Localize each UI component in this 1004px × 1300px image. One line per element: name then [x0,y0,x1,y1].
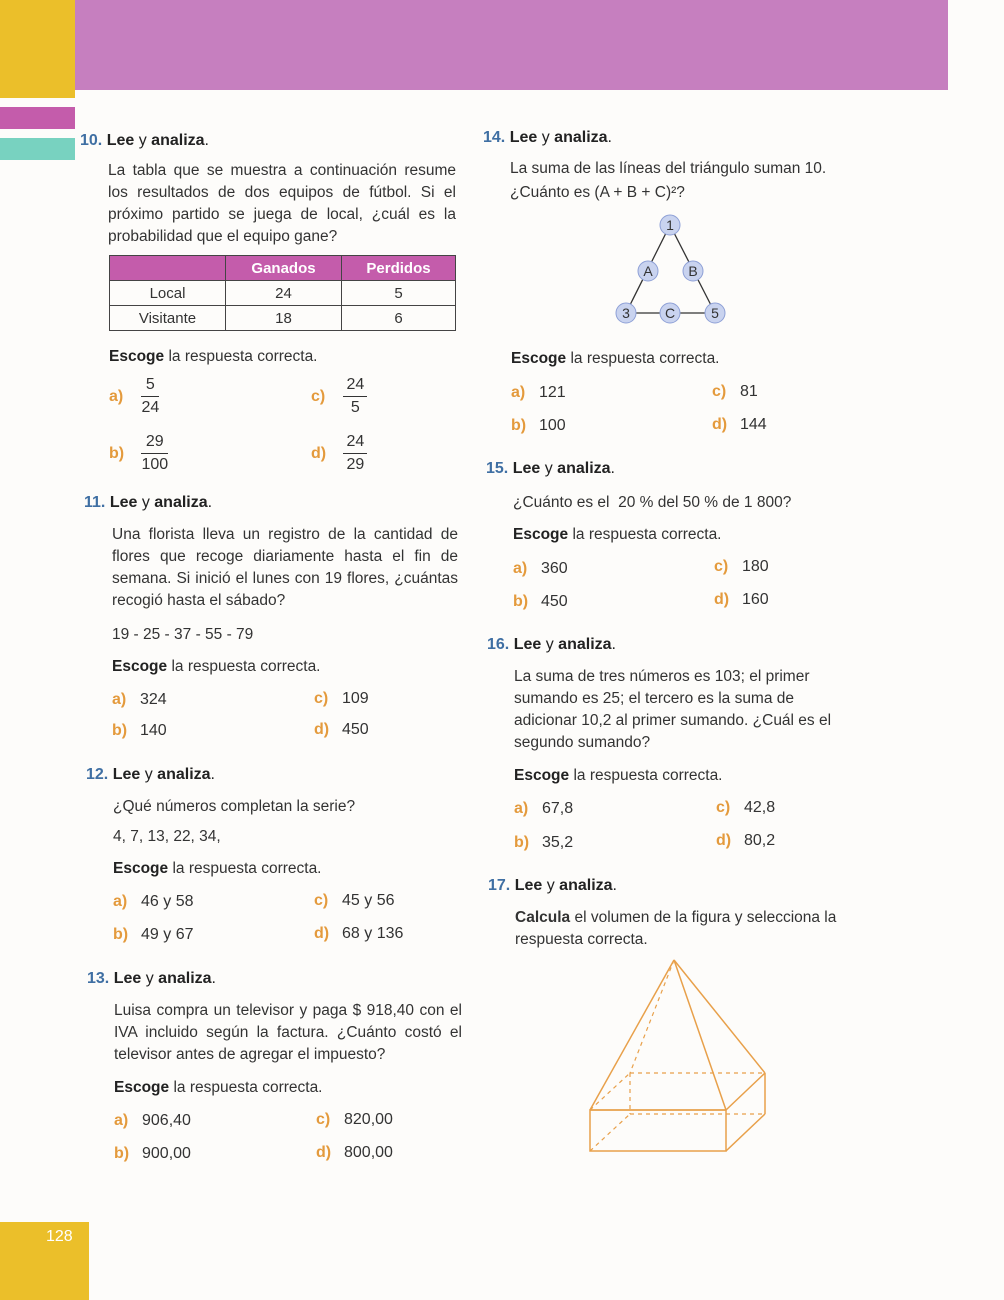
option-letter: a) [113,893,128,910]
q13-instruction [114,1079,323,1097]
q14-instruction [511,350,720,368]
q16-option-c[interactable] [716,799,775,817]
q12-heading [86,766,215,784]
option-letter: d) [314,721,330,738]
q12-y: y [140,766,158,783]
q15-instruction-rest: la respuesta correcta. [568,526,722,543]
q10-instruction-rest: la respuesta correcta. [164,348,318,365]
q13-option-a[interactable] [114,1112,191,1130]
q16-y: y [541,636,559,653]
option-letter: b) [113,926,129,943]
node-label-bottom-left: 3 [622,305,630,321]
node-label-a: A [643,263,653,279]
q15-question: ¿Cuánto es el 20 % del 50 % de 1 800? [513,494,792,511]
side-tab-pink [0,107,75,129]
q14-text-2: ¿Cuánto es (A + B + C)²? [510,184,685,201]
bottom-right-edge [726,1114,765,1151]
q17-dot: . [612,877,617,894]
option-letter: b) [112,722,128,739]
option-value: 100 [539,417,566,434]
q13-option-d[interactable] [316,1144,393,1162]
option-value: 180 [742,558,769,575]
q12-option-b[interactable] [113,926,193,944]
q14-lee: Lee [509,129,538,146]
q13-heading [87,970,216,988]
q14-y: y [537,129,555,146]
q16-instruction [514,767,723,785]
denominator: 5 [350,399,360,416]
q14-option-d[interactable] [712,416,767,434]
option-value: 67,8 [542,800,574,817]
table-cell: 18 [226,306,342,331]
q11-instruction-rest: la respuesta correcta. [167,658,321,675]
option-letter: d) [714,591,730,608]
q10-option-d[interactable] [311,433,367,474]
top-right-edge [726,1073,765,1110]
node-label-bottom-right: 5 [711,305,719,321]
q14-number: 14. [483,129,506,146]
q13-dot: . [211,970,216,987]
q16-text: La suma de tres números es 103; el primer sumando es 25; el tercero es la suma de adicionar 10,2 al primer sumando. ¿Cuál es el segundo sumando? [514,668,832,751]
q11-number: 11. [84,494,106,511]
q12-option-c[interactable] [314,892,394,910]
q14-text-1: La suma de las líneas del triángulo suman 10. [510,160,827,177]
node-label-b: B [688,263,698,279]
q16-number: 16. [487,636,510,653]
q10-option-c[interactable] [311,376,367,417]
bottom-left-edge [590,1114,630,1151]
fraction [343,376,367,417]
q10-lee: Lee [106,132,135,149]
option-letter: a) [511,384,526,401]
option-value: 42,8 [744,799,776,816]
table-header-row [110,256,456,281]
option-value: 160 [742,591,769,608]
q17-heading [488,877,617,895]
table-cell: Local [110,281,226,306]
q15-option-a[interactable] [513,560,568,578]
q15-option-c[interactable] [714,558,769,576]
q16-dot: . [611,636,616,653]
pyramid-prism-figure [580,955,780,1160]
table-header-ganados: Ganados [226,256,342,281]
q11-series: 19 - 25 - 37 - 55 - 79 [112,626,254,643]
fraction [141,433,168,474]
q12-series: 4, 7, 13, 22, 34, [113,828,221,845]
q10-instruction [109,348,318,366]
fraction [141,376,159,417]
option-value: 820,00 [344,1111,393,1128]
q10-heading [80,132,209,150]
q13-option-b[interactable] [114,1145,191,1163]
apex-edge-front-left [590,960,674,1110]
q12-instruction-rest: la respuesta correcta. [168,860,322,877]
q17-text-rest: el volumen de la figura y selecciona la respuesta correcta. [515,909,837,948]
q17-number: 17. [488,877,511,894]
option-value: 900,00 [142,1145,191,1162]
apex-edge-front-right [674,960,726,1110]
q15-escoge: Escoge [513,526,569,543]
q13-escoge: Escoge [114,1079,170,1096]
table-cell: 24 [226,281,342,306]
node-label-top: 1 [666,217,674,233]
option-letter: d) [316,1144,332,1161]
apex-edge-back-right [674,960,765,1073]
q14-option-a[interactable] [511,384,566,402]
denominator: 100 [141,456,169,473]
q12-escoge: Escoge [113,860,169,877]
corner-band [0,0,75,98]
q11-instruction [112,658,321,676]
page-number: 128 [46,1228,73,1245]
q15-option-b[interactable] [513,593,568,611]
q17-analiza: analiza [559,877,613,894]
option-value: 46 y 58 [141,893,194,910]
q14-escoge: Escoge [511,350,567,367]
q10-option-b[interactable] [109,433,168,474]
side-tab-teal [0,138,75,160]
option-letter: b) [514,834,530,851]
q11-analiza: analiza [154,494,208,511]
table-header-perdidos: Perdidos [342,256,456,281]
q14-heading [483,129,612,147]
option-value: 906,40 [142,1112,191,1129]
q10-text: La tabla que se muestra a continuación resume los resultados de dos equipos de fútbol. Si el próximo partido se juega de local, ¿cuál es la probabilidad que el equipo gane? [108,162,456,245]
numerator: 29 [141,433,168,454]
option-letter: a) [109,387,124,405]
apex-edge-hidden [630,960,674,1073]
q14-instruction-rest: la respuesta correcta. [566,350,720,367]
option-letter: c) [316,1111,331,1128]
option-letter: c) [314,892,329,909]
prism-front-face [590,1110,726,1151]
table-row [110,306,456,331]
q16-lee: Lee [513,636,542,653]
q11-lee: Lee [109,494,138,511]
q15-dot: . [610,460,615,477]
option-value: 140 [140,722,167,739]
q13-number: 13. [87,970,110,987]
option-letter: a) [112,691,127,708]
q16-option-a[interactable] [514,800,573,818]
option-letter: c) [311,387,326,405]
q15-heading [486,460,615,478]
option-value: 144 [740,416,767,433]
option-letter: b) [511,417,527,434]
table-cell: 5 [342,281,456,306]
option-letter: a) [513,560,528,577]
option-value: 80,2 [744,832,776,849]
q16-option-d[interactable] [716,832,775,850]
option-value: 450 [342,721,369,738]
q15-lee: Lee [512,460,541,477]
option-letter: a) [114,1112,129,1129]
option-letter: c) [716,799,731,816]
q15-option-d[interactable] [714,591,769,609]
table-cell: 6 [342,306,456,331]
q16-instruction-rest: la respuesta correcta. [569,767,723,784]
q13-text: Luisa compra un televisor y paga $ 918,40 con el IVA incluido según la factura. ¿Cuánto costó el televisor antes de agregar el impuesto? [114,1002,462,1063]
q12-lee: Lee [112,766,141,783]
q10-option-a[interactable] [109,376,159,417]
q12-number: 12. [86,766,109,783]
option-letter: a) [514,800,529,817]
option-value: 109 [342,690,369,707]
q11-dot: . [207,494,213,511]
option-letter: b) [114,1145,130,1162]
q11-y: y [137,494,155,511]
q16-analiza: analiza [558,636,612,653]
option-letter: b) [109,444,125,462]
table-header-empty [110,256,226,281]
option-letter: c) [314,690,329,707]
node-label-c: C [664,305,676,321]
q16-escoge: Escoge [514,767,570,784]
denominator: 29 [346,456,365,473]
option-value: 360 [541,560,568,577]
top-left-edge [590,1073,630,1110]
option-letter: b) [513,593,529,610]
q17-text [515,907,845,951]
option-value: 68 y 136 [342,925,404,942]
q15-instruction [513,526,722,544]
option-value: 450 [541,593,568,610]
numerator: 5 [141,376,159,397]
option-value: 45 y 56 [342,892,395,909]
option-letter: d) [716,832,732,849]
option-letter: d) [712,416,728,433]
q12-option-d[interactable] [314,925,403,943]
q13-lee: Lee [113,970,142,987]
q11-option-a[interactable] [112,691,167,709]
q14-analiza: analiza [554,129,608,146]
option-value: 81 [740,383,758,400]
q10-number: 10. [80,132,103,149]
denominator: 24 [141,399,160,416]
q11-escoge: Escoge [112,658,168,675]
q16-heading [487,636,616,654]
q10-analiza: analiza [151,132,205,149]
numerator: 24 [343,433,367,454]
option-value: 800,00 [344,1144,393,1161]
q11-option-c[interactable] [314,690,369,708]
q10-escoge: Escoge [109,348,165,365]
option-value: 121 [539,384,566,401]
q12-option-a[interactable] [113,893,193,911]
table-cell: Visitante [110,306,226,331]
q13-instruction-rest: la respuesta correcta. [169,1079,323,1096]
option-letter: d) [311,444,327,462]
option-value: 35,2 [542,834,574,851]
header-band [0,0,948,90]
q10-table [109,255,456,331]
option-letter: c) [712,383,727,400]
triangle-diagram [600,205,740,335]
fraction [343,433,367,474]
q11-heading [84,494,212,512]
numerator: 24 [343,376,367,397]
q17-y: y [542,877,560,894]
q11-option-d[interactable] [314,721,369,739]
q13-y: y [141,970,159,987]
q17-calcula: Calcula [515,909,571,926]
q13-analiza: analiza [158,970,212,987]
q13-option-c[interactable] [316,1111,393,1129]
q17-lee: Lee [514,877,543,894]
option-value: 324 [140,691,167,708]
q11-text: Una florista lleva un registro de la cantidad de flores que recoge diariamente hasta el fin de semana. Si inició el lunes con 19 flores, ¿cuántas recogió hasta el sábado? [112,526,458,609]
q12-question: ¿Qué números completan la serie? [113,798,356,815]
q15-number: 15. [486,460,509,477]
option-letter: c) [714,558,729,575]
q15-y: y [540,460,558,477]
q14-dot: . [607,129,612,146]
q12-analiza: analiza [157,766,211,783]
option-value: 49 y 67 [141,926,194,943]
q12-dot: . [210,766,215,783]
q12-instruction [113,860,322,878]
q10-dot: . [204,132,209,149]
q16-option-b[interactable] [514,834,573,852]
q15-analiza: analiza [557,460,611,477]
q14-option-b[interactable] [511,417,566,435]
q11-option-b[interactable] [112,722,167,740]
option-letter: d) [314,925,330,942]
q10-y: y [134,132,152,149]
q14-option-c[interactable] [712,383,758,401]
table-row [110,281,456,306]
